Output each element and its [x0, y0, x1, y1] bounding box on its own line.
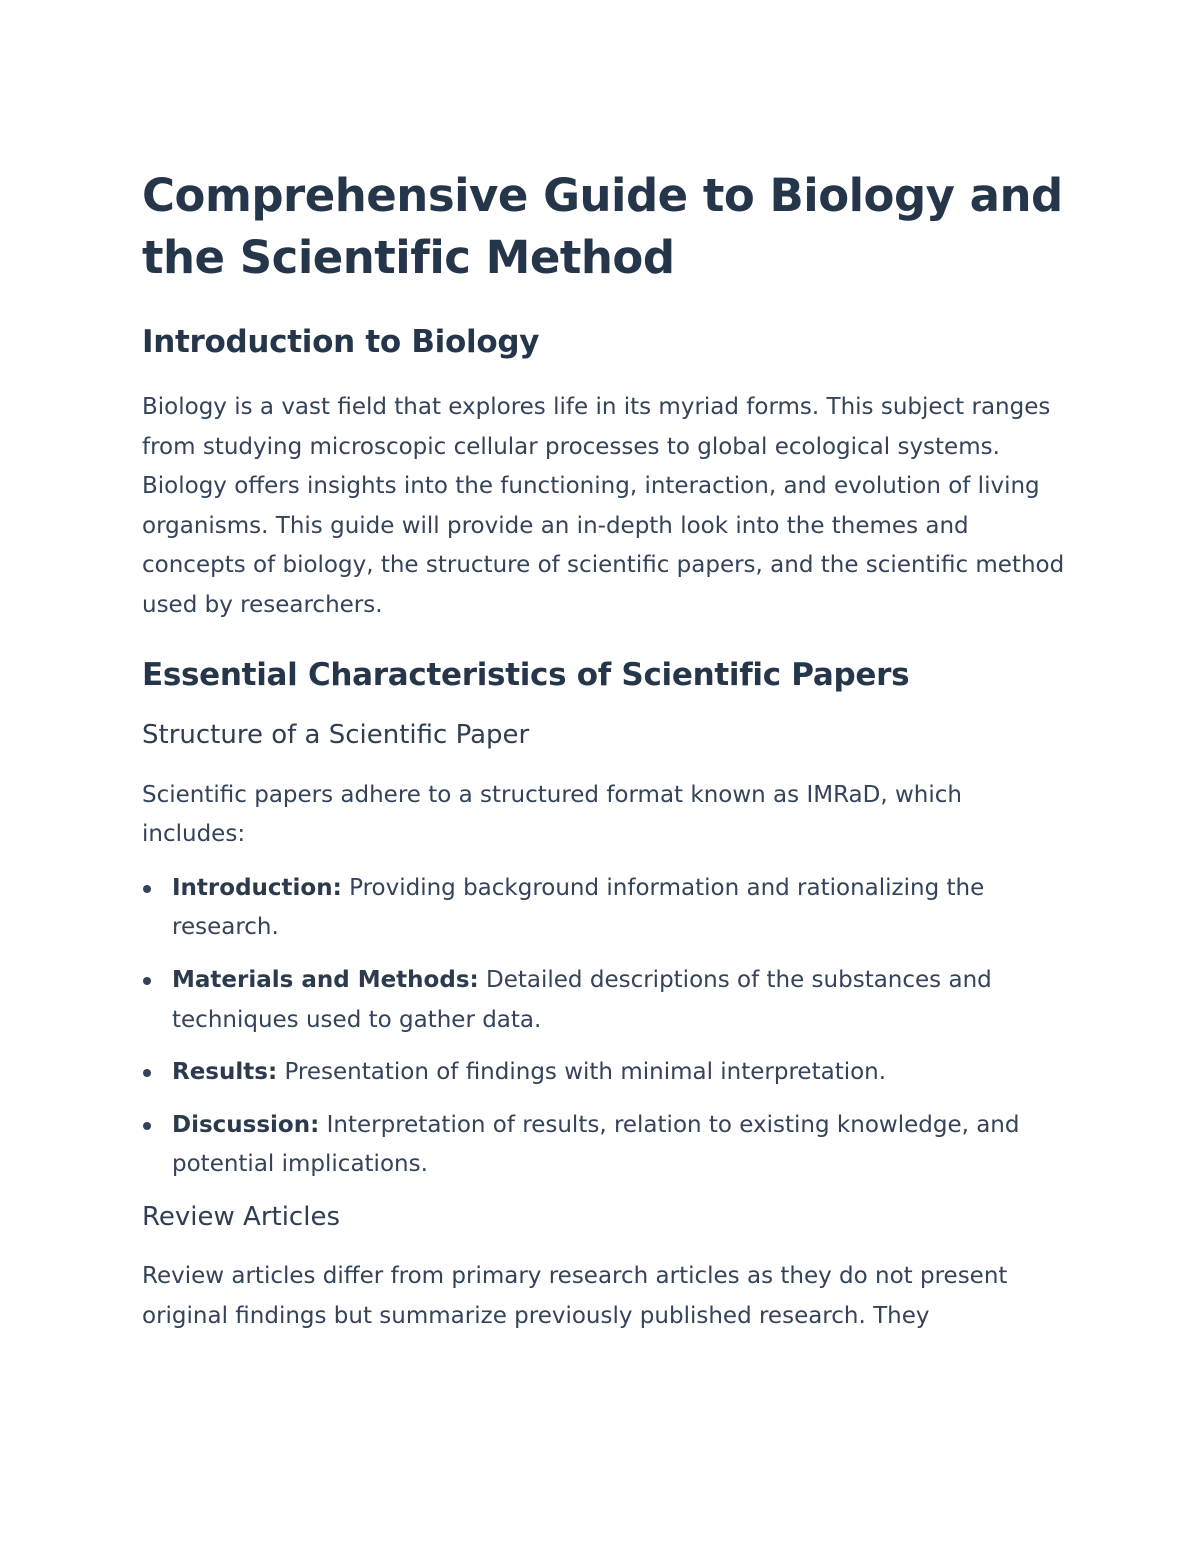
list-item-term: Discussion: [172, 1111, 320, 1138]
introduction-paragraph: Biology is a vast field that explores life in its myriad forms. This subject ranges from studying microscopic cellular processes to global ecological systems. Biology offers insights into the functioning, interaction, and evolution of living organisms. This guide will provide an in-depth look into the themes and concepts of biology, the structure of scientific papers, and the scientific method used by researchers. [142, 394, 1065, 618]
subsection-heading-review-articles: Review Articles [142, 1201, 340, 1232]
bullet-icon [143, 977, 151, 985]
section-heading-introduction: Introduction to Biology [142, 324, 540, 360]
document-content [142, 165, 1072, 1336]
list-item-text: Providing background information and rationalizing the research. [172, 874, 985, 941]
imrad-list [142, 869, 1072, 1185]
review-articles-paragraph: Review articles differ from primary research articles as they do not present original findings but summarize previously published research. They [142, 1262, 1008, 1329]
list-item-term: Results: [172, 1059, 278, 1086]
list-item [142, 961, 1072, 1040]
list-item [142, 869, 1072, 948]
list-item [142, 1053, 1072, 1093]
structure-paragraph: Scientific papers adhere to a structured format known as IMRaD, which includes: [142, 781, 962, 848]
list-item-text: Interpretation of results, relation to existing knowledge, and potential implications. [172, 1111, 1020, 1178]
bullet-icon [143, 885, 151, 893]
bullet-icon [143, 1122, 151, 1130]
section-heading-scientific-papers: Essential Characteristics of Scientific Papers [142, 656, 910, 693]
list-item-text: Detailed descriptions of the substances and techniques used to gather data. [172, 966, 992, 1033]
subsection-heading-structure: Structure of a Scientific Paper [142, 719, 530, 750]
document-title: Comprehensive Guide to Biology and the Scientific Method [142, 169, 1063, 284]
list-item-text: Presentation of findings with minimal interpretation. [277, 1059, 887, 1086]
list-item-term: Materials and Methods: [172, 966, 479, 993]
list-item-term: Introduction: [172, 874, 342, 901]
list-item [142, 1106, 1072, 1185]
bullet-icon [143, 1069, 151, 1077]
